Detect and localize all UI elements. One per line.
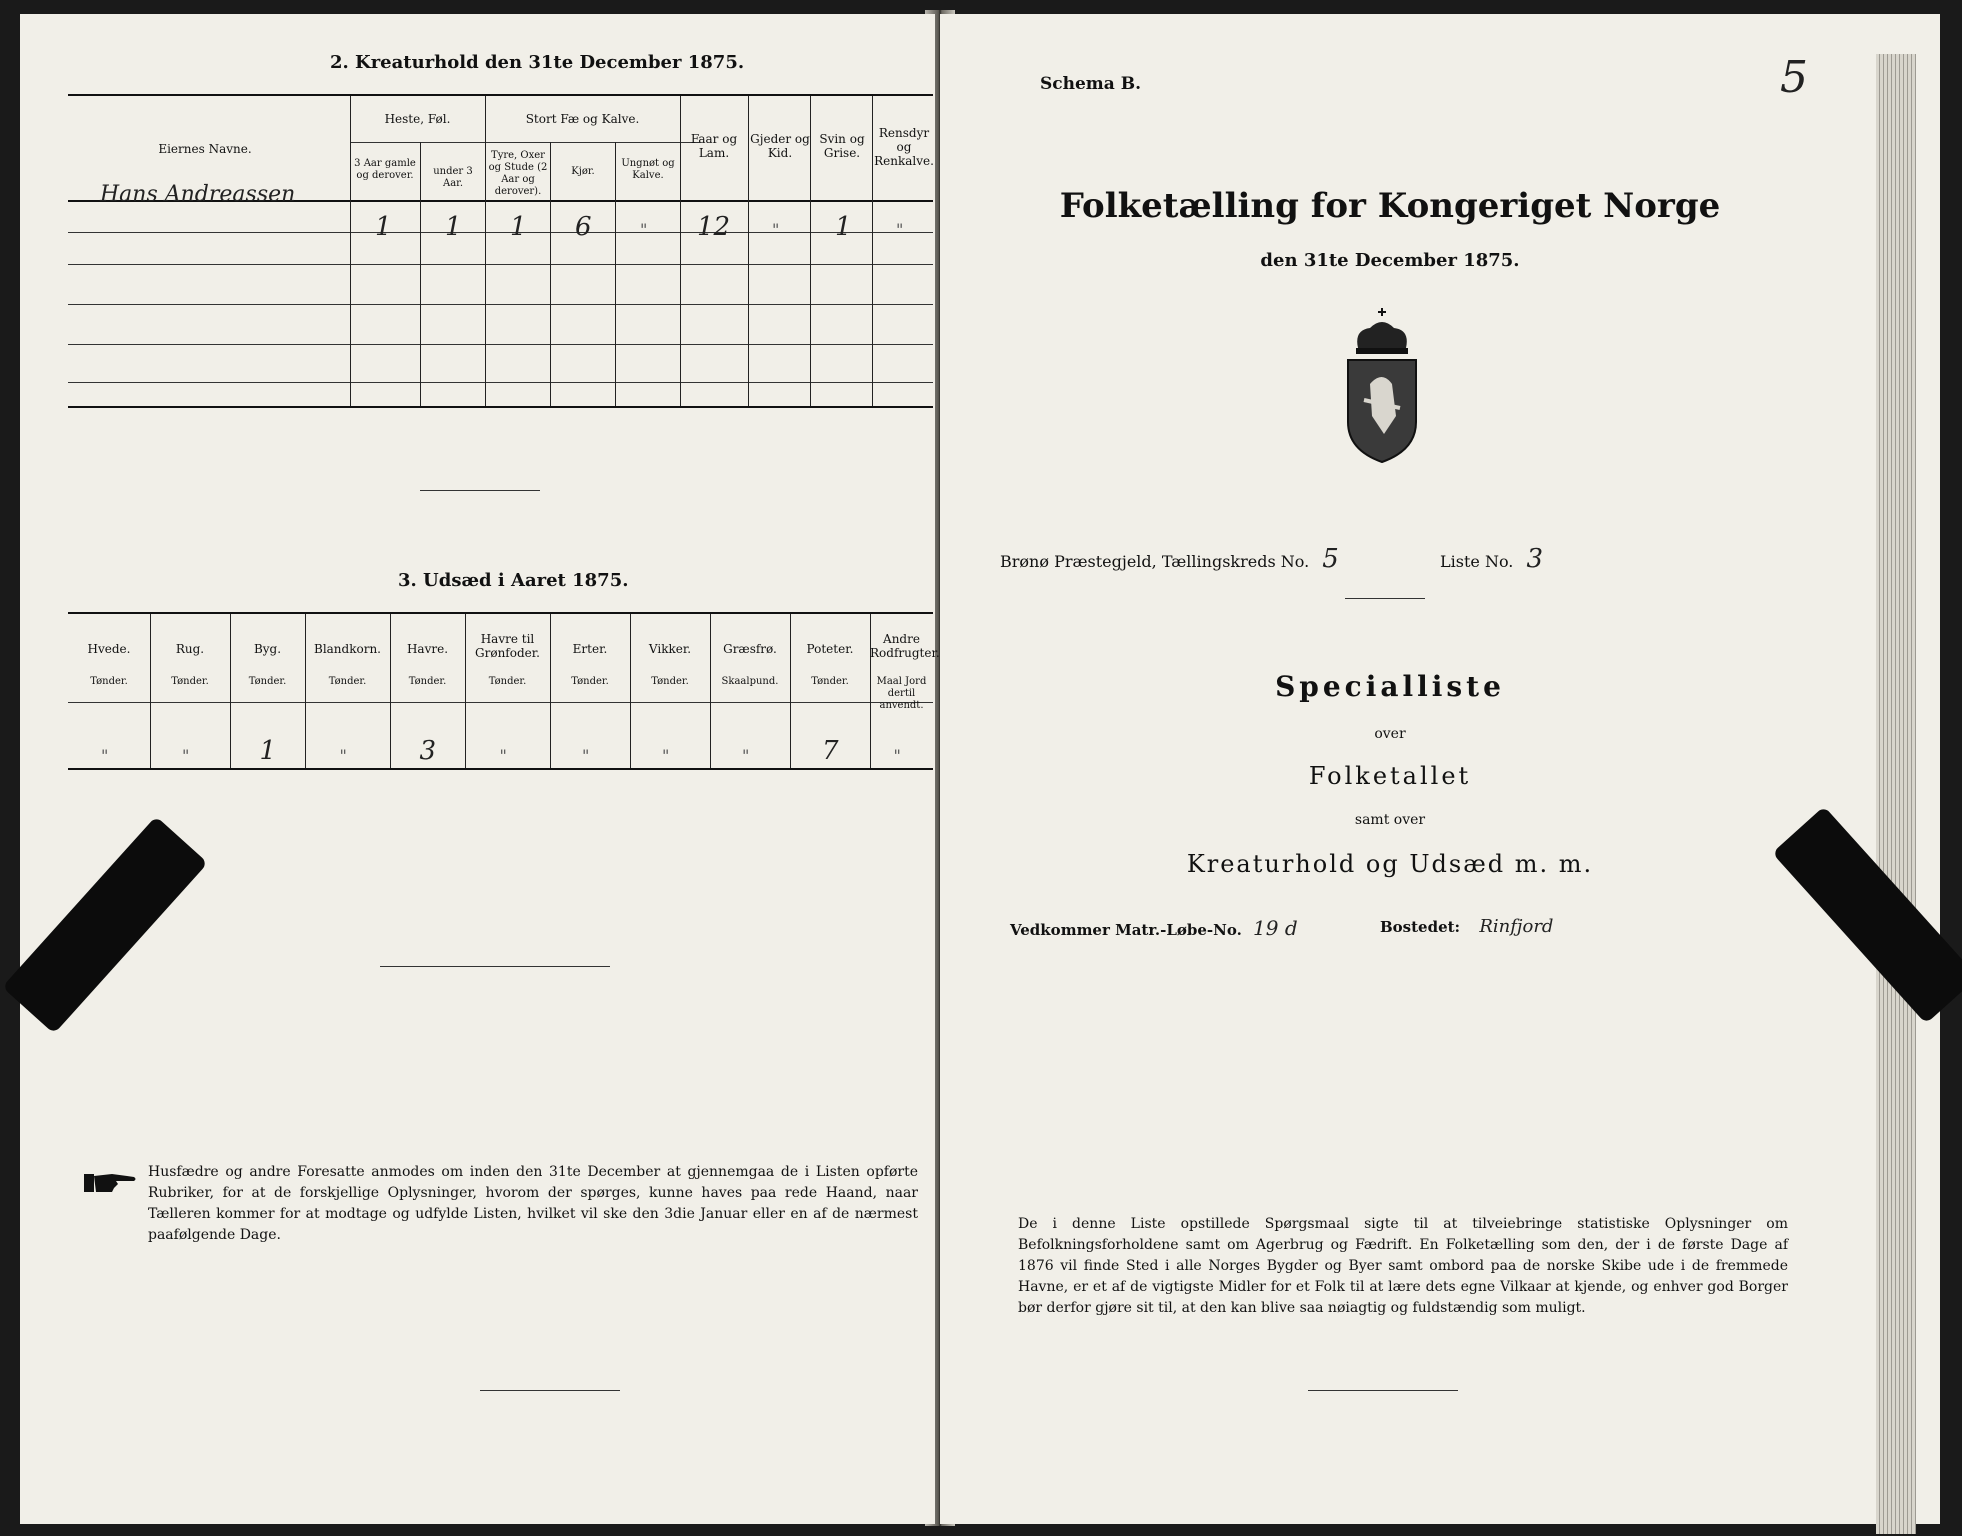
header-rensdyr: Rensdyr og Renkalve. <box>874 126 934 168</box>
matr-value: 19 d <box>1253 916 1298 940</box>
bosted-line <box>1380 916 1553 937</box>
section3-header: Græsfrø. <box>723 642 777 656</box>
section3-unit: Tønder. <box>811 676 849 687</box>
section3-header: Byg. <box>253 642 282 656</box>
district-number: 5 <box>1322 544 1339 574</box>
section3-unit: Tønder. <box>651 676 689 687</box>
over-text: over <box>1374 726 1406 742</box>
liste-line <box>1440 544 1543 574</box>
value-fae-a: 1 <box>510 212 527 242</box>
bosted-value: Rinfjord <box>1479 916 1554 937</box>
district-prefix: Brønø Præstegjeld, Tællingskreds No. <box>1000 552 1310 571</box>
section3-value: " <box>499 746 507 765</box>
section3-value: " <box>182 746 190 765</box>
main-title: Folketælling for Kongeriget Norge <box>1059 186 1721 226</box>
section3-header: Poteter. <box>806 642 854 656</box>
footer-text: De i denne Liste opstillede Spørgsmaal sigte til at tilveiebringe statistiske Oplysninger om Befolkningsforholdene samt om Agerbrug og Fædrift. En Folketælling som den, der i de første Dage af 1876 vil finde Sted i alle Norges Bygder og Byer samt ombord paa de norske Skibe ude i de fremmede Havne, er et af de vigtigste Midler for et Folk til at lære dets egne Vilkaar at kjende, og enhver god Borger bør derfor gjøre sit til, at den kan blive saa nøiagtig og fuldstændig som muligt. <box>1018 1216 1788 1316</box>
samt-over-text: samt over <box>1354 812 1426 828</box>
section3-unit: Tønder. <box>488 676 527 687</box>
header-owner: Eiernes Navne. <box>158 142 252 156</box>
liste-prefix: Liste No. <box>1440 552 1514 571</box>
header-fae-c: Ungnøt og Kalve. <box>621 158 675 181</box>
section3-unit: Maal Jord dertil anvendt. <box>876 676 927 711</box>
bosted-label: Bostedet: <box>1380 918 1461 936</box>
header-svin: Svin og Grise. <box>819 132 865 160</box>
section3-value: " <box>742 746 750 765</box>
kreaturhold-title: Kreaturhold og Udsæd m. m. <box>1186 850 1594 878</box>
section3-header: Vikker. <box>648 642 692 656</box>
right-page <box>940 14 1940 1524</box>
value-fae-b: 6 <box>575 212 592 242</box>
section3-unit: Tønder. <box>90 676 128 687</box>
section3-header: Rug. <box>175 642 205 656</box>
district-line <box>1000 544 1339 574</box>
section3-unit: Tønder. <box>408 676 447 687</box>
section3-header: Havre. <box>406 642 449 656</box>
header-heste-b: under 3 Aar. <box>433 166 473 189</box>
special-title: Specialliste <box>1275 670 1505 703</box>
matr-label: Vedkommer Matr.-Løbe-No. <box>1010 921 1242 939</box>
owner-name: Hans Andreassen <box>100 182 296 207</box>
section3-header: Blandkorn. <box>314 642 381 656</box>
header-fae-a: Tyre, Oxer og Stude (2 Aar og derover). <box>488 150 548 197</box>
section3-value: " <box>339 746 347 765</box>
left-page <box>20 14 940 1524</box>
schema-label: Schema B. <box>1040 74 1142 94</box>
section3-value: 3 <box>419 736 437 766</box>
section3-header: Erter. <box>572 642 608 656</box>
section3-value: " <box>893 746 901 765</box>
section2-title: 2. Kreaturhold den 31te December 1875. <box>330 52 745 73</box>
section3-unit: Tønder. <box>571 676 609 687</box>
section3-header: Andre Rodfrugter. <box>870 632 940 660</box>
section3-unit: Skaalpund. <box>721 676 779 687</box>
header-heste: Heste, Føl. <box>384 112 451 126</box>
section3-value: " <box>582 746 590 765</box>
section3-title: 3. Udsæd i Aaret 1875. <box>398 570 629 591</box>
section3-unit: Tønder. <box>171 676 209 687</box>
date-line: den 31te December 1875. <box>1260 250 1520 271</box>
liste-number: 3 <box>1526 544 1544 574</box>
header-fae-b: Kjør. <box>571 166 595 177</box>
section3-unit: Tønder. <box>248 676 287 687</box>
value-fae-c: " <box>640 220 648 239</box>
notice-text: Husfædre og andre Foresatte anmodes om inden den 31te December at gjennemgaa de i Listen opførte Rubriker, for at de forskjellige Oplysninger, hvorom der spørges, kunne haves paa rede Haand, naar Tælleren kommer for at modtage og udfylde Listen, hvilket vil ske den 3die Januar eller en af de nærmest paafølgende Dage. <box>148 1164 918 1243</box>
matr-line <box>1010 916 1298 940</box>
section3-value: " <box>662 746 670 765</box>
section3-value: " <box>101 746 109 765</box>
section3-value: 1 <box>259 736 277 766</box>
page-number: 5 <box>1780 52 1808 103</box>
header-stort-fae: Stort Fæ og Kalve. <box>525 112 640 126</box>
section3-value: 7 <box>822 736 839 766</box>
header-faar: Faar og Lam. <box>690 132 738 160</box>
value-heste-b: 1 <box>445 212 462 242</box>
page-edge-strips <box>1876 54 1916 1534</box>
value-rensdyr: " <box>896 220 904 239</box>
header-heste-a: 3 Aar gamle og derover. <box>354 158 416 181</box>
section3-unit: Tønder. <box>328 676 367 687</box>
coat-of-arms-icon <box>1340 304 1424 468</box>
value-faar: 12 <box>697 212 731 242</box>
value-heste-a: 1 <box>375 212 392 242</box>
header-gjeder: Gjeder og Kid. <box>750 132 810 160</box>
folketallet: Folketallet <box>1308 762 1472 790</box>
value-svin: 1 <box>835 212 852 242</box>
pointing-hand-icon <box>82 1168 138 1200</box>
section3-header: Hvede. <box>87 642 131 656</box>
value-gjeder: " <box>772 220 780 239</box>
section3-header: Havre til Grønfoder. <box>475 632 540 660</box>
